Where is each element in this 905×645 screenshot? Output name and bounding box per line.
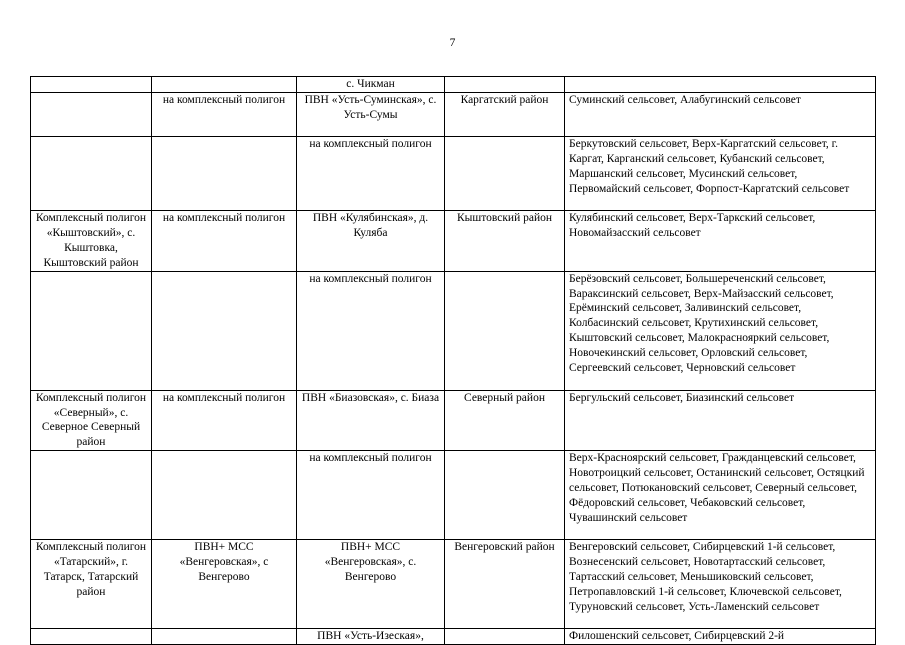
cell-district: Каргатский район: [445, 93, 565, 137]
cell-destination: [152, 77, 297, 93]
cell-facility: с. Чикман: [297, 77, 445, 93]
cell-settlements: Верх-Красноярский сельсовет, Гражданцевский сельсовет, Новотроицкий сельсовет, Останинский сельсовет, Остяцкий сельсовет, Потюкановский сельсовет, Северный сельсовет, Фёдоровский сельсовет, Чебаковский сельсовет, Чувашинский сельсовет: [565, 451, 876, 540]
table-row: [31, 137, 876, 211]
cell-facility: ПВН «Биазовская», с. Биаза: [297, 390, 445, 451]
cell-district: [445, 451, 565, 540]
table-row: [31, 211, 876, 272]
cell-district: [445, 137, 565, 211]
cell-facility: ПВН «Усть-Изеская»,: [297, 629, 445, 645]
cell-facility: ПВН «Кулябинская», д. Куляба: [297, 211, 445, 272]
cell-settlements: Кулябинский сельсовет, Верх-Таркский сельсовет, Новомайзасский сельсовет: [565, 211, 876, 272]
cell-settlements: Бергульский сельсовет, Биазинский сельсовет: [565, 390, 876, 451]
cell-polygon: Комплексный полигон «Северный», с. Северное Северный район: [31, 390, 152, 451]
cell-district: [445, 271, 565, 390]
table-row: [31, 451, 876, 540]
cell-destination: [152, 629, 297, 645]
page-number: 7: [449, 37, 456, 49]
cell-settlements: Филошенский сельсовет, Сибирцевский 2-й: [565, 629, 876, 645]
cell-district: Северный район: [445, 390, 565, 451]
cell-facility: ПВН «Усть-Суминская», с. Усть-Сумы: [297, 93, 445, 137]
table-row: [31, 93, 876, 137]
table-row: [31, 77, 876, 93]
table-row: [31, 540, 876, 629]
cell-settlements: Суминский сельсовет, Алабугинский сельсовет: [565, 93, 876, 137]
cell-district: [445, 629, 565, 645]
cell-destination: на комплексный полигон: [152, 93, 297, 137]
cell-polygon: [31, 77, 152, 93]
cell-facility: на комплексный полигон: [297, 271, 445, 390]
cell-polygon: Комплексный полигон «Татарский», г. Татарск, Татарский район: [31, 540, 152, 629]
cell-destination: на комплексный полигон: [152, 390, 297, 451]
cell-destination: [152, 271, 297, 390]
cell-facility: на комплексный полигон: [297, 451, 445, 540]
cell-district: [445, 77, 565, 93]
cell-polygon: [31, 271, 152, 390]
cell-facility: ПВН+ МСС «Венгеровская», с. Венгерово: [297, 540, 445, 629]
table-row: [31, 271, 876, 390]
cell-polygon: [31, 137, 152, 211]
cell-destination: [152, 451, 297, 540]
cell-settlements: [565, 77, 876, 93]
cell-polygon: [31, 93, 152, 137]
cell-settlements: Венгеровский сельсовет, Сибирцевский 1-й сельсовет, Вознесенский сельсовет, Новотартасский сельсовет, Тартасский сельсовет, Меньшиковский сельсовет, Петропавловский 1-й сельсовет, Ключевской сельсовет, Туруновский сельсовет, Усть-Ламенский сельсовет: [565, 540, 876, 629]
table-row: [31, 390, 876, 451]
cell-polygon: [31, 629, 152, 645]
cell-destination: на комплексный полигон: [152, 211, 297, 272]
cell-polygon: Комплексный полигон «Кыштовский», с. Кыштовка, Кыштовский район: [31, 211, 152, 272]
cell-settlements: Беркутовский сельсовет, Верх-Каргатский сельсовет, г. Каргат, Карганский сельсовет, Кубанский сельсовет, Маршанский сельсовет, Мусинский сельсовет, Первомайский сельсовет, Форпост-Каргатский сельсовет: [565, 137, 876, 211]
cell-settlements: Берёзовский сельсовет, Большереченский сельсовет, Вараксинский сельсовет, Верх-Майзасский сельсовет, Ерёминский сельсовет, Заливинский сельсовет, Колбасинский сельсовет, Крутихинский сельсовет, Кыштовский сельсовет, Малокраснояркий сельсовет, Новочекинский сельсовет, Орловский сельсовет, Сергеевский сельсовет, Черновский сельсовет: [565, 271, 876, 390]
cell-district: Кыштовский район: [445, 211, 565, 272]
cell-destination: ПВН+ МСС «Венгеровская», с Венгерово: [152, 540, 297, 629]
cell-district: Венгеровский район: [445, 540, 565, 629]
cell-polygon: [31, 451, 152, 540]
table-row: [31, 629, 876, 645]
cell-facility: на комплексный полигон: [297, 137, 445, 211]
waste-facilities-table: [30, 76, 876, 645]
cell-destination: [152, 137, 297, 211]
